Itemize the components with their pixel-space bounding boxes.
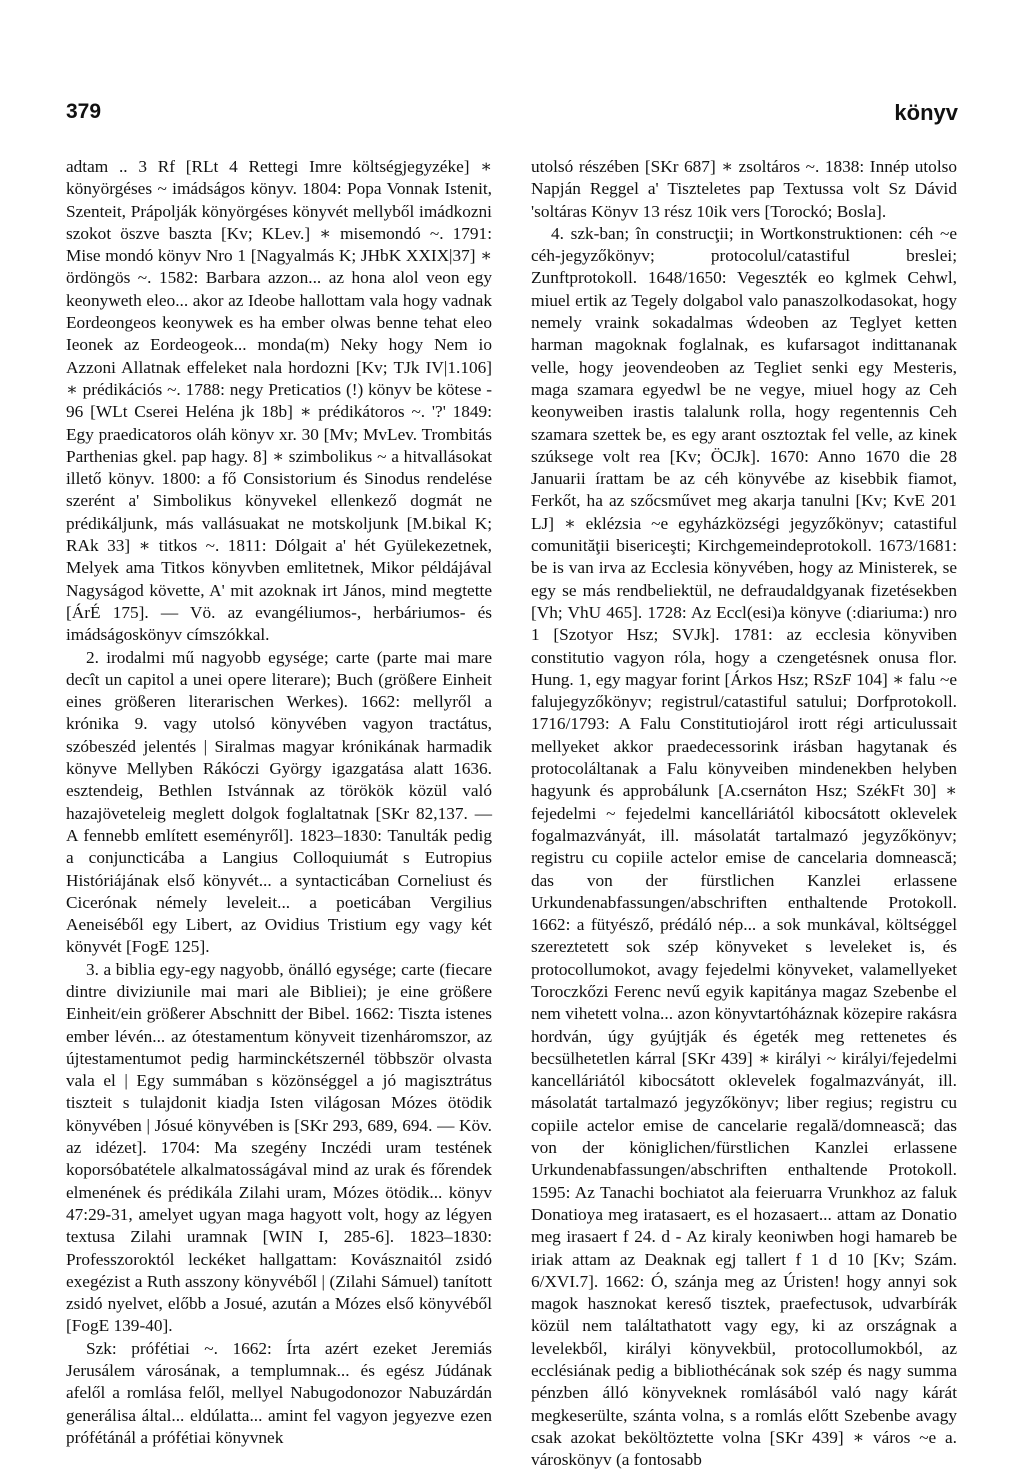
left-column — [66, 156, 492, 1449]
page-header — [66, 100, 958, 134]
entry-paragraph: utolsó részében [SKr 687] ∗ zsoltáros ~. 1838: Innép utolso Napján Reggel a' Tiszteletes pap Textussa volt Sz Dávid 'soltáras Könyv 13 rész 10ik vers [Torockó; Bosla]. — [531, 157, 957, 221]
page-number: 379 — [66, 100, 102, 123]
entry-sense-3: 3. a biblia egy-egy nagyobb, önálló egysége; carte (fiecare dintre diviziunile mai mari ale Bibliei); je eine größere Einheit/ein größerer Abschnitt der Bibel. 1662: Tiszta istenes ember lévén... az ótestamentum könyveit tizenháromszor, az újtestamentumot pedig harminckétszernél többször olvasta vala el | Egy summában s közönséggel a jó magisztrátus tiszteit s tulajdonit kiadja Isten világosan Mózes ötödik könyvében | Jósué könyvében is [SKr 293, 689, 694. — Köv. az idézet]. 1704: Ma szegény Inczédi uram testének koporsóbatétele alkalmatosságával mind az urak és főrendek elmenének és prédikála Zilahi uram, Mózes ötödik... könyv 47:29-31, amelyet ugyan maga hagyott volt, hogy az légyen textusa Zilahi uramnak [WIN I, 285-6]. 1823–1830: Professzoroktól leckéket hallgattam: Kovásznaitól zsidó exegézist a Ruth asszony könyvéből | (Zilahi Sámuel) tanított zsidó nyelvet, előbb a Josué, azután a Mózes első könyvéből [FogE 139-40]. — [66, 959, 492, 1336]
entry-sense-2: 2. irodalmi mű nagyobb egysége; carte (parte mai mare decît un capitol a unei opere literare); Buch (größere Einheit eines größeren literarischen Werkes). 1662: mellyről a krónika 9. vagy utolsó könyvében vagyon tractátus, szóbeszéd jelentés | Siralmas magyar krónikának harmadik könyve Mellyben Rákóczi György igazgatása alatt 1636. esztendeig, Bethlen Istvánnak az törökök közül való hazajöveteleig meglett dolgok foglaltatnak [SKr 82,137. — A fennebb említett eseményről]. 1823–1830: Tanulták pedig a conjuncticába a Langius Colloquiumát s Eutropius Históriájának első könyvét... a syntacticában Corneliust és Cicerónak némely leveleit... a poeticában Vergilius Aeneiséből egy Libert, az Ovidius Tristium egy vagy két könyvét [FogE 125]. — [66, 647, 492, 957]
right-column — [531, 156, 957, 1472]
running-headword: könyv — [894, 100, 958, 125]
entry-sense-4: 4. szk-ban; în construcţii; in Wortkonstruktionen: céh ~e céh-jegyzőkönyv; protocolul/catastiful breslei; Zunftprotokoll. 1648/1650: Vegeszték eo kglmek Cehwl, miuel ertik az Tegely dolgabol valo panaszolkodasokat, hogy nemely vraink sokadalmas ẃdeoben az Teglyet ketten harman magoknak foglalnak, es kufarsagot indittananak velle, hogy jeovendeoben az Tegliet senki egy Mesteris, maga szamara egyedwl be ne vegye, miuel hogy az Ceh keonyweiben irastis talalunk rolla, hogy regentennis Ceh szamara szettek be, es egy arant osztoztak fel velle, az kinek szúksege volt rea [Kv; ÖCJk]. 1670: Anno 1670 die 28 Januarii írattam be az céh könyvébe az kisebbik fiamot, Ferkőt, ha az szőcsművet meg akarja tanulni [Kv; KvE 201 LJ] ∗ eklézsia ~e egyházközségi jegyzőkönyv; catastiful comunităţii bisericeşti; Kirchgemeindeprotokoll. 1673/1681: be is van irva az Ecclesia könyvében, hogy az Ministerek, se egy se más rendbeliektül, ne defraudaldgyanak fizetésekben [Vh; VhU 465]. 1728: Az Eccl(esi)a könyve (:diariuma:) nro 1 [Szotyor Hsz; SVJk]. 1781: az ecclesia könyviben constitutio vagyon róla, hogy a czengetésnek onusa flor. Hung. 1, egy magyar forint [Árkos Hsz; RSzF 104] ∗ falu ~e falujegyzőkönyv; registrul/catastiful satului; Dorfprotokoll. 1716/1793: A Falu Constitutiojárol irott régi articulussait mellyeket akkor praedecessorink irásban hagytanak és protocoláltanak a Falu könyveiben mindenekben helyben hagyunk és approbálunk [A.csernáton Hsz; SzékFt 30] ∗ fejedelmi ~ fejedelmi kancelláriától kibocsátott oklevelek fogalmazványát, ill. másolatát tartalmazó jegyzőkönyv; registru cu copiile actelor emise de cancelaria domnească; das von der fürstlichen Kanzlei erlassene Urkundenabfassungen/abschriften enthaltende Protokoll. 1662: a fütyésző, prédáló nép... a sok munkával, költséggel szereztetett sok szép könyveket s leveleket is, és protocollumokot, avagy fejedelmi könyveket, valamellyeket Toroczkőzi Ferenc nevű egyik kapitánya magaz Szebenbe el nem vihetett volna... azon könyvtartóháznak közepire rakásra hordván, úgy gyújtják és égeték meg rettenetes és becsülhetetlen kárral [SKr 439] ∗ királyi ~ királyi/fejedelmi kancelláriától kibocsátott oklevelek fogalmazványát, ill. másolatát tartalmazó jegyzőkönyv; liber regius; registru cu copiile actelor emise de cancelarie regală/domnească; das von der königlichen/fürstlichen Kanzlei erlassene Urkundenabfassungen/abschriften enthaltende Protokoll. 1595: Az Tanachi bochiatot ala feieruarra Vrunkhoz az faluk Donatioya meg iratasaert, es el hozasaert... attam az Donatio meg irasaert f 24. d - Az kiraly keoniwben hogi hamareb be iriak attam az Deaknak egj tallert f 1 d 10 [Kv; Szám. 6/XVI.7]. 1662: Ó, szánja meg az Úristen! hogy annyi sok magok hasznokat kereső tisztek, praefectusok, udvarbírák közül nem találtathatott vagy egy, ki az országnak a levelekből, királyi könyvekbül, protocollumokból, az ecclésiának pedig a bibliothécának sok szép és nagy summa pénzben álló könyveknek romlásából való nagy kárát megkeserülte, szánta volna, s a romlás előtt Szebenbe avagy csak azokat beköltöztette volna [SKr 439] ∗ város ~e a. városkönyv (a fontosabb — [531, 223, 957, 1470]
entry-paragraph: adtam .. 3 Rf [RLt 4 Rettegi Imre költségjegyzéke] ∗ könyörgéses ~ imádságos könyv. 1804: Popa Vonnak Istenit, Szenteit, Prápolják könyörgéses könyvét mellyből imádkozni szokot öszve baszta [Kv; KLev.] ∗ misemondó ~. 1791: Mise mondó könyv Nro 1 [Nagyalmás K; JHbK XXIX|37] ∗ ördöngös ~. 1582: Barbara azzon... az hona alol veon egy keonyweth eleo... akor az Ideobe hallottam vala hogy vadnak Eordeongeos keonywek es ha ember olwas benne tehat eleo Ieonek az Eordeogeok... monda(m) Neky hogy Nem io Azzoni Allatnak effeleket nala hordozni [Kv; TJk IV|1.106] ∗ prédikációs ~. 1788: negy Preticatios (!) könyv be kötese - 96 [WLt Cserei Heléna jk 18b] ∗ prédikátoros ~. '?' 1849: Egy praedicatoros oláh könyv xr. 30 [Mv; MvLev. Trombitás Parthenias gkel. pap hagy. 8] ∗ szimbolikus ~ a hitvallásokat illető könyv. 1800: a fő Consistorium és Sinodus rendelése szerént a' Simbolikus könyvekel ellenkező dogmát ne prédikáljunk, más vallásuakat ne motskoljunk [M.bikal K; RAk 33] ∗ titkos ~. 1811: Dólgait a' hét Gyülekezetnek, Melyek ama Titkos könyvben emlitetnek, Mikor példájával Nagyságod követte, A' mit azoknak irt János, mind megtette [ÁrÉ 175]. — Vö. az evangéliumos-, herbáriumos- és imádságoskönyv címszókkal. — [66, 157, 492, 645]
entry-szk: Szk: prófétiai ~. 1662: Írta azért ezeket Jeremiás Jerusálem városának, a templumnak... és egész Júdának afelől a romlása felől, mellyel Nabugodonozor Nabuzárdán generálisa által... eldúlatta... amint fel vagyon jegyezve ezen prófétánál a prófétiai könyvnek — [66, 1338, 492, 1447]
